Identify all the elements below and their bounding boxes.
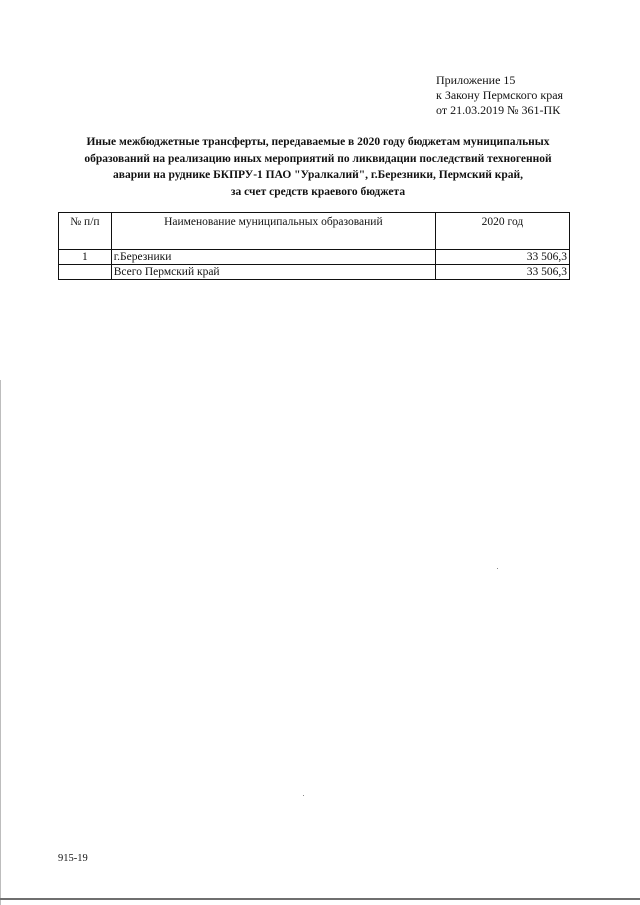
table-header-row	[59, 213, 570, 250]
document-title	[58, 134, 578, 200]
appendix-number: Приложение 15	[436, 73, 516, 87]
row-value: 33 506,3	[435, 265, 569, 280]
header-num-label: № п/п	[70, 216, 100, 228]
title-line-3: аварии на руднике БКПРУ-1 ПАО "Уралкалий", г.Березники, Пермский край,	[113, 169, 523, 181]
appendix-reference	[436, 73, 636, 118]
header-name: Наименование муниципальных образований	[111, 213, 435, 250]
table-row-total	[59, 265, 570, 280]
header-num	[59, 213, 112, 250]
transfers-table	[58, 212, 570, 280]
table-row	[59, 250, 570, 265]
scan-edge-left	[0, 380, 1, 905]
scan-edge-bottom	[0, 898, 640, 900]
appendix-law: к Закону Пермского края	[436, 88, 564, 102]
row-name: г.Березники	[111, 250, 435, 265]
title-line-1: Иные межбюджетные трансферты, передаваемые в 2020 году бюджетам муниципальных	[86, 136, 550, 148]
row-num: 1	[59, 250, 112, 265]
title-line-4: за счет средств краевого бюджета	[230, 185, 406, 198]
scan-speck	[303, 795, 304, 796]
scan-speck	[497, 568, 498, 569]
row-num	[59, 265, 112, 280]
row-value: 33 506,3	[435, 250, 569, 265]
appendix-date: от 21.03.2019 № 361-ПК	[436, 103, 561, 117]
row-name: Всего Пермский край	[111, 265, 435, 280]
title-line-2: образований на реализацию иных мероприятий по ликвидации последствий техногенной	[84, 152, 552, 165]
header-year: 2020 год	[435, 213, 569, 250]
document-code: 915-19	[58, 853, 88, 864]
